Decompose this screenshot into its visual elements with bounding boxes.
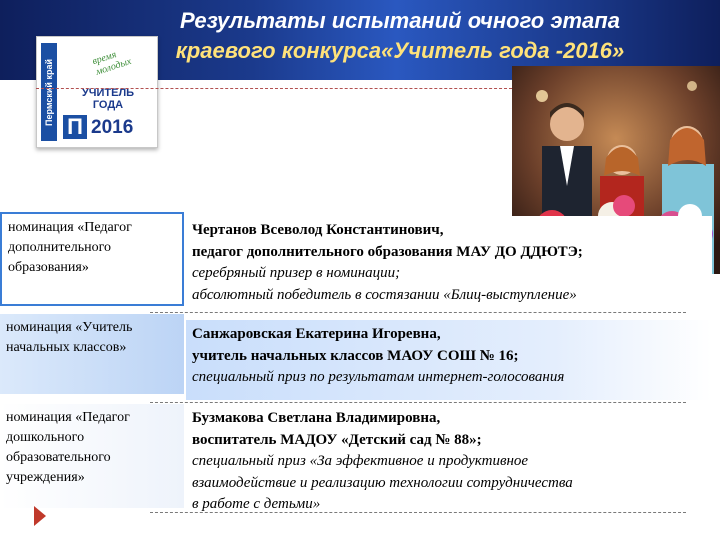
- winner-award-3c: в работе с детьми»: [192, 496, 321, 512]
- row-divider-3: [150, 512, 686, 513]
- logo-word-line-1: УЧИТЕЛЬ: [81, 87, 135, 99]
- nomination-details-3: [186, 404, 712, 520]
- logo-script-text: время молодых: [91, 49, 133, 78]
- title-line-2: краевого конкурса«Учитель года -2016»: [175, 38, 625, 63]
- contest-logo: [36, 36, 158, 148]
- nomination-details-1: [186, 216, 712, 310]
- winner-award-3b: взаимодействие и реализацию технологии сотрудничества: [192, 474, 573, 491]
- header-divider: [36, 88, 512, 89]
- winner-award-3a: специальный приз «За эффективное и продуктивное: [192, 453, 529, 469]
- logo-word-line-2: ГОДА: [92, 99, 124, 111]
- nomination-category-1: номинация «Педагог дополнительного образования»: [0, 212, 184, 306]
- logo-region-label: Пермский край: [41, 43, 57, 141]
- logo-year: 2016: [91, 117, 134, 138]
- winner-name-1: Чертанов Всеволод Константинович,: [192, 222, 444, 238]
- winner-award-2a: специальный приз по результатам интернет-голосования: [192, 369, 565, 385]
- winner-award-1a: серебряный призер в номинации;: [192, 265, 401, 281]
- winner-name-2: Санжаровская Екатерина Игоревна,: [192, 326, 441, 342]
- winner-position-2: учитель начальных классов МАОУ СОШ № 16;: [192, 347, 519, 364]
- row-divider-1: [150, 312, 686, 313]
- nomination-details-2: [186, 320, 712, 400]
- nomination-category-2: номинация «Учитель начальных классов»: [0, 314, 184, 394]
- logo-word: [63, 87, 153, 111]
- nomination-category-3: номинация «Педагог дошкольного образовательного учреждения»: [0, 404, 184, 508]
- winner-position-3: воспитатель МАДОУ «Детский сад № 88»;: [192, 431, 482, 448]
- row-divider-2: [150, 402, 686, 403]
- triangle-right-icon[interactable]: [34, 506, 46, 526]
- winner-position-1: педагог дополнительного образования МАУ ДО ДДЮТЭ;: [192, 243, 583, 260]
- title-line-1: Результаты испытаний очного этапа: [180, 8, 620, 33]
- winner-award-1b: абсолютный победитель в состязании «Блиц-выступление»: [192, 286, 577, 303]
- page-title: [160, 6, 640, 66]
- logo-letter: П: [63, 115, 87, 139]
- winner-name-3: Бузмакова Светлана Владимировна,: [192, 410, 441, 426]
